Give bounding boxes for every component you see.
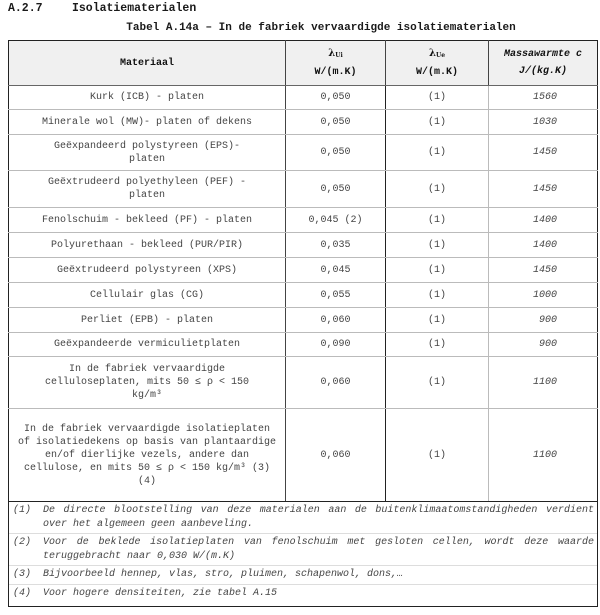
table-row xyxy=(9,333,598,357)
cell-material: Kurk (ICB) - platen xyxy=(9,86,286,110)
table-row xyxy=(9,357,598,409)
footnote xyxy=(9,566,597,585)
cell-material: Polyurethaan - bekleed (PUR/PIR) xyxy=(9,233,286,258)
mass-heat-unit: J/(kg.K) xyxy=(518,66,567,77)
table-row xyxy=(9,110,598,135)
cell-mass-heat: 1450 xyxy=(489,258,598,283)
lambda-ue-symbol: $\lambda_{Ue}$ xyxy=(428,48,446,59)
cell-mass-heat: 1030 xyxy=(489,110,598,135)
header-material xyxy=(9,41,286,86)
cell-lambda-ue: (1) xyxy=(386,258,489,283)
mass-heat-label: Massawarmte c xyxy=(503,49,582,60)
cell-lambda-ue: (1) xyxy=(386,409,489,502)
cell-lambda-ue: (1) xyxy=(386,86,489,110)
table-row xyxy=(9,86,598,110)
table-row xyxy=(9,308,598,333)
cell-lambda-ui: 0,045 (2) xyxy=(286,208,386,233)
cell-lambda-ue: (1) xyxy=(386,135,489,171)
table-caption: Tabel A.14a – In de fabriek vervaardigde isolatiematerialen xyxy=(126,22,516,34)
header-lambda-ue xyxy=(386,41,489,86)
cell-lambda-ui: 0,035 xyxy=(286,233,386,258)
lambda-ue-unit: W/(m.K) xyxy=(415,67,458,78)
cell-lambda-ui: 0,050 xyxy=(286,110,386,135)
table-row xyxy=(9,135,598,171)
cell-material: Perliet (EPB) - platen xyxy=(9,308,286,333)
cell-mass-heat: 900 xyxy=(489,333,598,357)
cell-mass-heat: 1100 xyxy=(489,357,598,409)
cell-mass-heat: 900 xyxy=(489,308,598,333)
cell-lambda-ue: (1) xyxy=(386,233,489,258)
cell-material: In de fabriek vervaardigde celluloseplaten, mits 50 ≤ ρ < 150 kg/m³ xyxy=(9,357,286,409)
cell-lambda-ue: (1) xyxy=(386,283,489,308)
cell-lambda-ui: 0,045 xyxy=(286,258,386,283)
cell-lambda-ue: (1) xyxy=(386,333,489,357)
cell-lambda-ui: 0,050 xyxy=(286,86,386,110)
table-row xyxy=(9,283,598,308)
cell-mass-heat: 1400 xyxy=(489,208,598,233)
cell-lambda-ui: 0,050 xyxy=(286,135,386,171)
cell-lambda-ui: 0,050 xyxy=(286,171,386,208)
cell-material: Geëxtrudeerd polyethyleen (PEF) - platen xyxy=(9,171,286,208)
section-heading xyxy=(8,2,196,15)
table-row xyxy=(9,233,598,258)
footnote-label: (4) xyxy=(13,587,32,599)
cell-lambda-ui: 0,060 xyxy=(286,308,386,333)
cell-mass-heat: 1400 xyxy=(489,233,598,258)
footnote-text: Bijvoorbeeld hennep, vlas, stro, pluimen, schapenwol, dons,… xyxy=(43,569,404,580)
cell-lambda-ui: 0,055 xyxy=(286,283,386,308)
cell-lambda-ue: (1) xyxy=(386,308,489,333)
header-lambda-ui xyxy=(286,41,386,86)
cell-mass-heat: 1000 xyxy=(489,283,598,308)
footnote xyxy=(9,502,597,534)
table-row xyxy=(9,258,598,283)
cell-material: Fenolschuim - bekleed (PF) - platen xyxy=(9,208,286,233)
cell-mass-heat: 1450 xyxy=(489,135,598,171)
table-row xyxy=(9,171,598,208)
cell-lambda-ui: 0,060 xyxy=(286,409,386,502)
cell-lambda-ue: (1) xyxy=(386,357,489,409)
table-header-row xyxy=(9,41,598,86)
insulation-materials-table xyxy=(8,40,598,607)
header-material-label: Materiaal xyxy=(119,57,174,69)
section-number: A.2.7 xyxy=(8,2,43,15)
footnote-label: (1) xyxy=(13,505,32,516)
cell-lambda-ui: 0,090 xyxy=(286,333,386,357)
section-title: Isolatiematerialen xyxy=(72,2,197,15)
cell-lambda-ui: 0,060 xyxy=(286,357,386,409)
lambda-ui-symbol: $\lambda_{Ui}$ xyxy=(328,48,343,59)
cell-material: In de fabriek vervaardigde isolatieplaten of isolatiedekens op basis van plantaardige en/of dierlijke vezels, andere dan cellulose, en mits 50 ≤ ρ < 150 kg/m³ (3) (4) xyxy=(9,409,286,502)
cell-lambda-ue: (1) xyxy=(386,110,489,135)
cell-mass-heat: 1450 xyxy=(489,171,598,208)
table-row xyxy=(9,208,598,233)
header-mass-heat xyxy=(489,41,598,86)
cell-material: Geëxtrudeerd polystyreen (XPS) xyxy=(9,258,286,283)
footnote-text: De directe blootstelling van deze materialen aan de buitenklimaatomstandigheden verdient over het algemeen geen aanbeveling. xyxy=(43,505,594,530)
footnotes xyxy=(9,502,598,607)
cell-material: Minerale wol (MW)- platen of dekens xyxy=(9,110,286,135)
cell-mass-heat: 1100 xyxy=(489,409,598,502)
cell-material: Geëxpandeerde vermiculietplaten xyxy=(9,333,286,357)
footnote-label: (3) xyxy=(13,569,32,580)
lambda-ui-unit: W/(m.K) xyxy=(314,67,357,78)
table-row xyxy=(9,409,598,502)
cell-mass-heat: 1560 xyxy=(489,86,598,110)
cell-material: Geëxpandeerd polystyreen (EPS)- platen xyxy=(9,135,286,171)
cell-material: Cellulair glas (CG) xyxy=(9,283,286,308)
footnote-label: (2) xyxy=(13,537,32,548)
cell-lambda-ue: (1) xyxy=(386,208,489,233)
footnote-text: Voor de beklede isolatieplaten van fenolschuim met gesloten cellen, wordt deze waarde teruggebracht naar 0,030 W/(m.K) xyxy=(43,537,594,562)
footnote xyxy=(9,585,597,607)
footnotes-row xyxy=(9,502,598,607)
cell-lambda-ue: (1) xyxy=(386,171,489,208)
footnote-text: Voor hogere densiteiten, zie tabel A.15 xyxy=(43,587,278,599)
footnote xyxy=(9,534,597,566)
